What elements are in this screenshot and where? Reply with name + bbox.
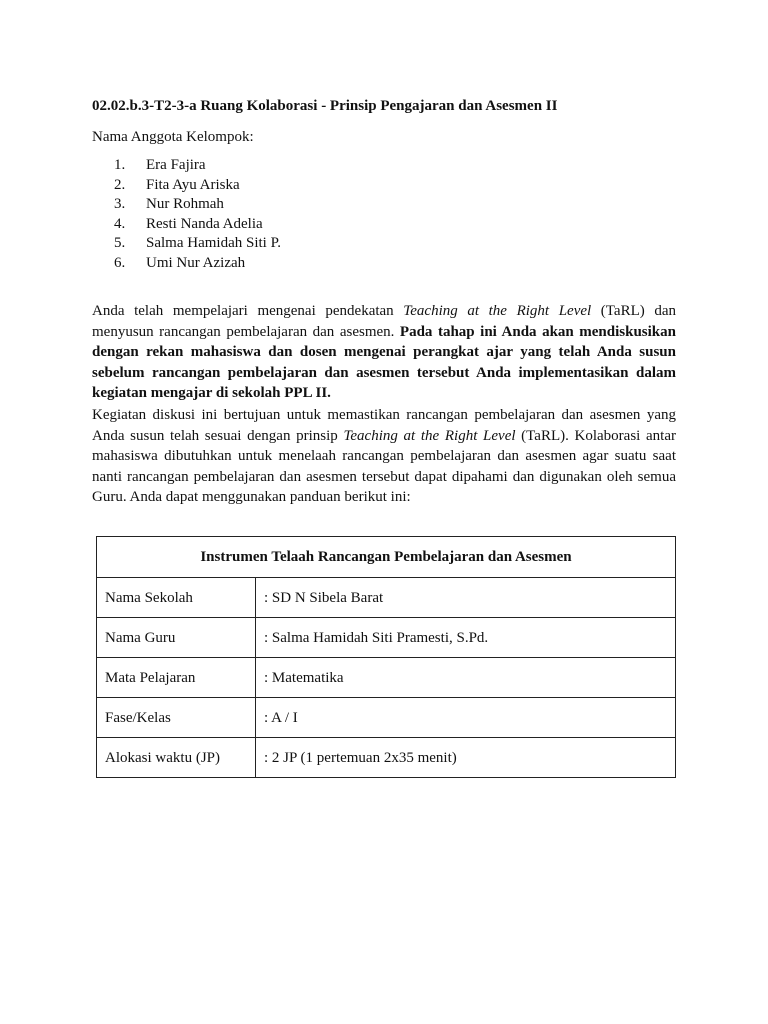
list-item [92, 156, 281, 176]
table-row [97, 658, 676, 698]
table-row [97, 698, 676, 738]
paragraph-text: Anda telah mempelajari mengenai pendekatan [92, 303, 404, 319]
instrument-table [96, 536, 676, 778]
member-name: Fita Ayu Ariska [146, 176, 240, 193]
paragraph-text: Kegiatan diskusi ini bertujuan untuk memastikan rancangan pembelajaran dan asesmen yang Anda susun telah sesuai dengan prinsip [92, 407, 676, 444]
paragraph-italic-text: Teaching at the Right Level [403, 303, 592, 319]
table-cell-value: : 2 JP (1 pertemuan 2x35 menit) [256, 738, 676, 778]
table-heading: Instrumen Telaah Rancangan Pembelajaran dan Asesmen [97, 537, 676, 578]
table-cell-label: Nama Guru [97, 618, 256, 658]
member-name: Era Fajira [146, 157, 206, 173]
intro-paragraph [92, 301, 676, 404]
members-label: Nama Anggota Kelompok: [92, 129, 254, 145]
table-cell-value: : Matematika [256, 658, 676, 698]
paragraph-text: (TaRL). Kolaborasi antar mahasiswa dibutuhkan untuk menelaah rancangan pembelajaran dan asesmen agar suatu saat nanti rancangan pembelajaran dan asesmen tersebut dapat dipahami dan digunakan oleh semua Guru. Anda dapat menggunakan panduan berikut ini: [92, 427, 676, 505]
member-name: Salma Hamidah Siti P. [146, 235, 281, 251]
table-header-row [97, 537, 676, 578]
member-name: Umi Nur Azizah [146, 254, 246, 271]
paragraph-text: (TaRL) dan menyusun rancangan pembelajaran dan asesmen. [92, 303, 677, 340]
list-item [92, 254, 281, 274]
list-number: 5. [114, 235, 126, 251]
member-name: Nur Rohmah [146, 196, 224, 212]
table-cell-label: Mata Pelajaran [97, 658, 256, 698]
discussion-paragraph [92, 405, 676, 508]
paragraph-italic-text: Teaching at the Right Level [343, 427, 516, 444]
list-number: 6. [114, 254, 126, 271]
list-number: 1. [114, 157, 126, 173]
table-cell-label: Alokasi waktu (JP) [97, 738, 256, 778]
list-number: 4. [114, 215, 126, 232]
list-item [92, 234, 281, 254]
list-item [92, 195, 281, 215]
table-cell-label: Nama Sekolah [97, 578, 256, 618]
member-name: Resti Nanda Adelia [146, 215, 263, 232]
table-cell-value: : SD N Sibela Barat [256, 578, 676, 618]
list-item [92, 176, 281, 196]
list-number: 2. [114, 176, 126, 193]
table-cell-label: Fase/Kelas [97, 698, 256, 738]
table-row [97, 618, 676, 658]
list-item [92, 215, 281, 235]
members-list [92, 156, 281, 273]
paragraph-bold-text: Pada tahap ini Anda akan mendiskusikan dengan rekan mahasiswa dan dosen mengenai perangkat ajar yang telah Anda susun sebelum rancangan pembelajaran dan asesmen tersebut Anda implementasikan dalam kegiatan mengajar di sekolah PPL II. [92, 323, 676, 401]
table-row [97, 578, 676, 618]
table-row [97, 738, 676, 778]
list-number: 3. [114, 196, 126, 212]
table-cell-value: : A / I [256, 698, 676, 738]
document-title: 02.02.b.3-T2-3-a Ruang Kolaborasi - Prinsip Pengajaran dan Asesmen II [92, 98, 558, 114]
table-cell-value: : Salma Hamidah Siti Pramesti, S.Pd. [256, 618, 676, 658]
